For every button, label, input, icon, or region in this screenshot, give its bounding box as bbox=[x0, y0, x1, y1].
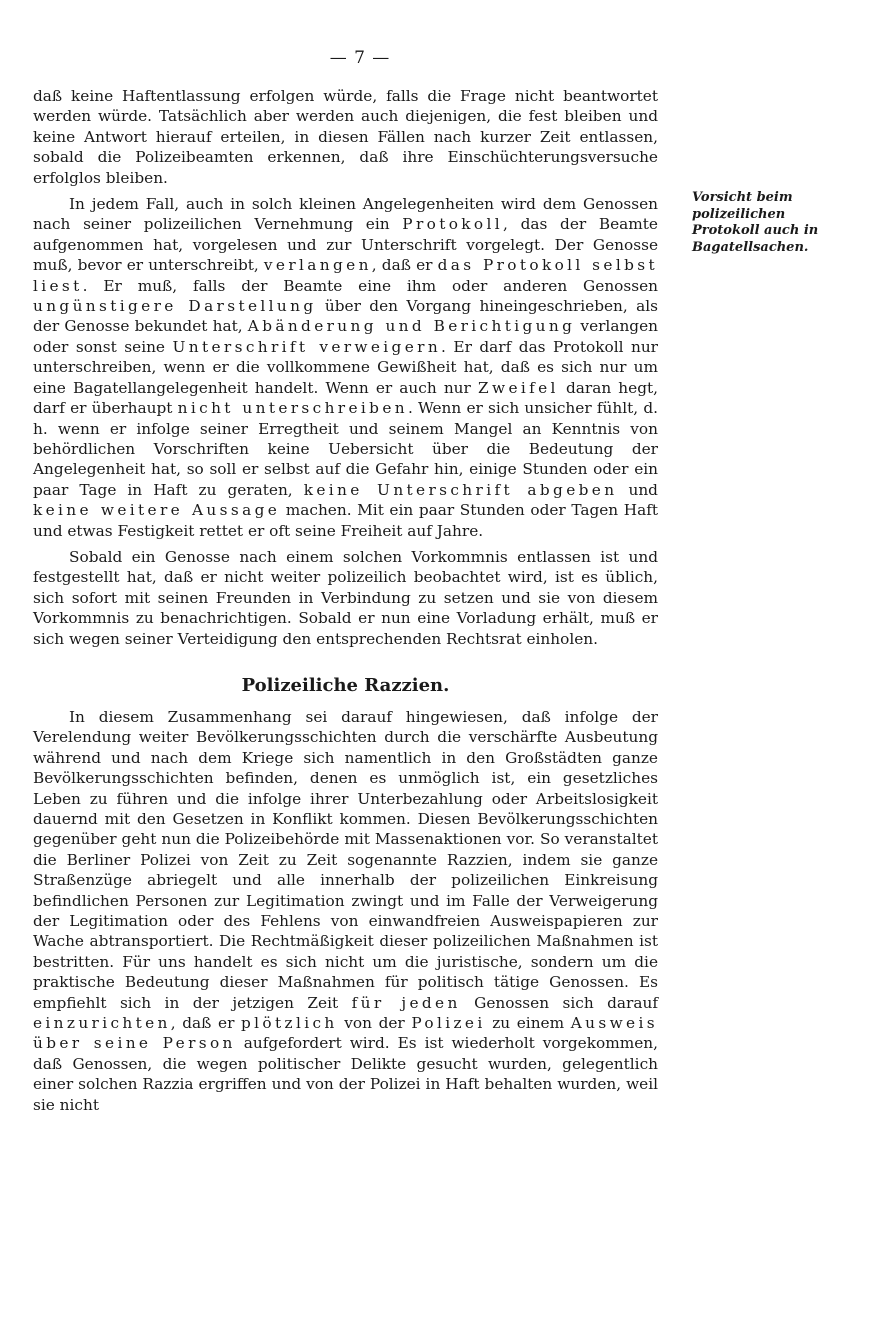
emphasis: keine Unterschrift abgeben bbox=[303, 480, 618, 499]
text-run: über den Vorgang hineingeschrieben, als der Genosse bekundet hat, bbox=[33, 297, 659, 336]
emphasis: für jeden bbox=[351, 993, 461, 1012]
page-number: — 7 — bbox=[329, 48, 391, 68]
emphasis: nicht unterschreiben bbox=[177, 399, 408, 418]
text-run: In diesem Zusammenhang sei darauf hingewiesen, daß infolge der Verelendung weiter Bevölkerungsschichten durch die verschärfte Ausbeutung während und nach dem Kriege sich namentlich in den Großstädten ganze Bevölkerungsschichten befinden, denen es unmöglich ist, ein gesetzliches Leben zu führen und die infolge ihrer Unterbezahlung oder Arbeitslosigkeit dauernd mit den Gesetzen in Konflikt kommen. Diesen Bevölkerungsschichten gegenüber geht nun die Polizeibehörde mit Massenaktionen vor. So veranstaltet die Berliner Polizei von Zeit zu Zeit sogenannte Razzien, indem sie ganze Straßenzüge abriegelt und alle innerhalb der polizeilichen Einkreisung befindlichen Personen zur Legitimation zwingt und im Falle der Verweigerung der Legitimation oder des Fehlens von einwandfreien Ausweispapieren zur Wache abtransportiert. Die Rechtmäßigkeit dieser polizeilichen Maßnahmen ist bestritten. Für uns handelt es sich nicht um die juristische, sondern um die praktische Bedeutung dieser Maßnahmen für politisch tätige Genossen. Es empfiehlt sich in der jetzigen Zeit bbox=[33, 707, 658, 1012]
text-run: machen. Mit ein paar Stunden oder Tagen Haft und etwas Festigkeit rettet er oft seine Freiheit auf Jahre. bbox=[33, 501, 658, 540]
emphasis: Polizei bbox=[411, 1014, 486, 1033]
paragraph-3: Sobald ein Genosse nach einem solchen Vorkommnis entlassen ist und festgestellt hat, daß er nicht weiter polizeilich beobachtet wird, ist es üblich, sich sofort mit seinen Freunden in Verbindung zu setzen und sie von diesem Vorkommnis zu benachrichtigen. Sobald er nun eine Vorladung erhält, muß er sich wegen seiner Verteidigung den entsprechenden Rechtsrat einholen. bbox=[33, 547, 658, 648]
text-run: verlangen oder sonst seine bbox=[33, 317, 658, 356]
emphasis: Ausweis über seine Person bbox=[33, 1014, 658, 1053]
paragraph-2 bbox=[33, 194, 658, 541]
emphasis: ungünstigere Darstellung bbox=[33, 297, 317, 316]
emphasis: verlangen bbox=[263, 256, 372, 275]
main-text bbox=[33, 86, 658, 1115]
text-run: , daß er bbox=[170, 1014, 235, 1033]
emphasis: Abänderung und Berichtigung bbox=[247, 317, 576, 336]
emphasis: Protokoll bbox=[402, 215, 504, 234]
text-run: von der bbox=[344, 1014, 405, 1033]
text-run: , daß er bbox=[371, 256, 433, 275]
text-run: . Wenn er sich unsicher fühlt, d. h. wenn er infolge seiner Erregtheit und seinem Mangel an Kenntnis von behördlichen Vorschriften keine Uebersicht über die Bedeutung der Angelegenheit hat, so soll er selbst auf die Gefahr hin, einige Stunden oder ein paar Tage in Haft zu geraten, bbox=[33, 399, 658, 499]
emphasis: einzurichten bbox=[33, 1014, 171, 1033]
margin-note: Vorsicht beim polizeilichen Protokoll auch in Bagatellsachen. bbox=[692, 190, 819, 255]
text-run: . Er muß, falls der Beamte eine ihm oder anderen Genossen bbox=[82, 276, 658, 295]
text-run: . Er darf das Protokoll nur unterschreiben, wenn er die vollkommene Gewißheit hat, daß es sich nur um eine Bagatellangelegenheit handelt. Wenn er auch nur bbox=[33, 337, 658, 397]
text-run: , das der Beamte aufgenommen hat, vorgelesen und zur Unterschrift vorgelegt. Der Genosse muß, bevor er unterschreibt, bbox=[33, 215, 658, 275]
section-heading: Polizeiliche Razzien. bbox=[241, 674, 450, 696]
text-run: In jedem Fall, auch in solch kleinen Angelegenheiten wird dem Genossen nach seiner polizeilichen Vernehmung ein bbox=[33, 195, 658, 234]
text-run: und bbox=[628, 480, 658, 499]
paragraph-1: daß keine Haftentlassung erfolgen würde, falls die Frage nicht beantwortet werden würde. Tatsächlich aber werden auch diejenigen, die fest bleiben und keine Antwort hierauf erteilen, in diesen Fällen nach kurzer Zeit entlassen, sobald die Polizeibeamten erkennen, daß ihre Einschüchterungsversuche erfolglos bleiben. bbox=[33, 87, 658, 187]
text-run: Genossen sich darauf bbox=[474, 993, 658, 1012]
emphasis: Unterschrift verweigern bbox=[172, 337, 442, 356]
text-run: zu einem bbox=[492, 1014, 565, 1033]
text-run: daran hegt, darf er überhaupt bbox=[33, 378, 658, 418]
emphasis: das Protokoll selbst liest bbox=[33, 256, 658, 295]
emphasis: Zweifel bbox=[477, 378, 559, 397]
paragraph-4 bbox=[33, 707, 658, 1115]
emphasis: plötzlich bbox=[241, 1014, 338, 1033]
emphasis: keine weitere Aussage bbox=[33, 501, 281, 520]
text-run: aufgefordert wird. Es ist wiederholt vorgekommen, daß Genossen, die wegen politischer Delikte gesucht wurden, gelegentlich einer solchen Razzia ergriffen und von der Polizei in Haft behalten wurden, weil sie nicht bbox=[33, 1034, 658, 1114]
